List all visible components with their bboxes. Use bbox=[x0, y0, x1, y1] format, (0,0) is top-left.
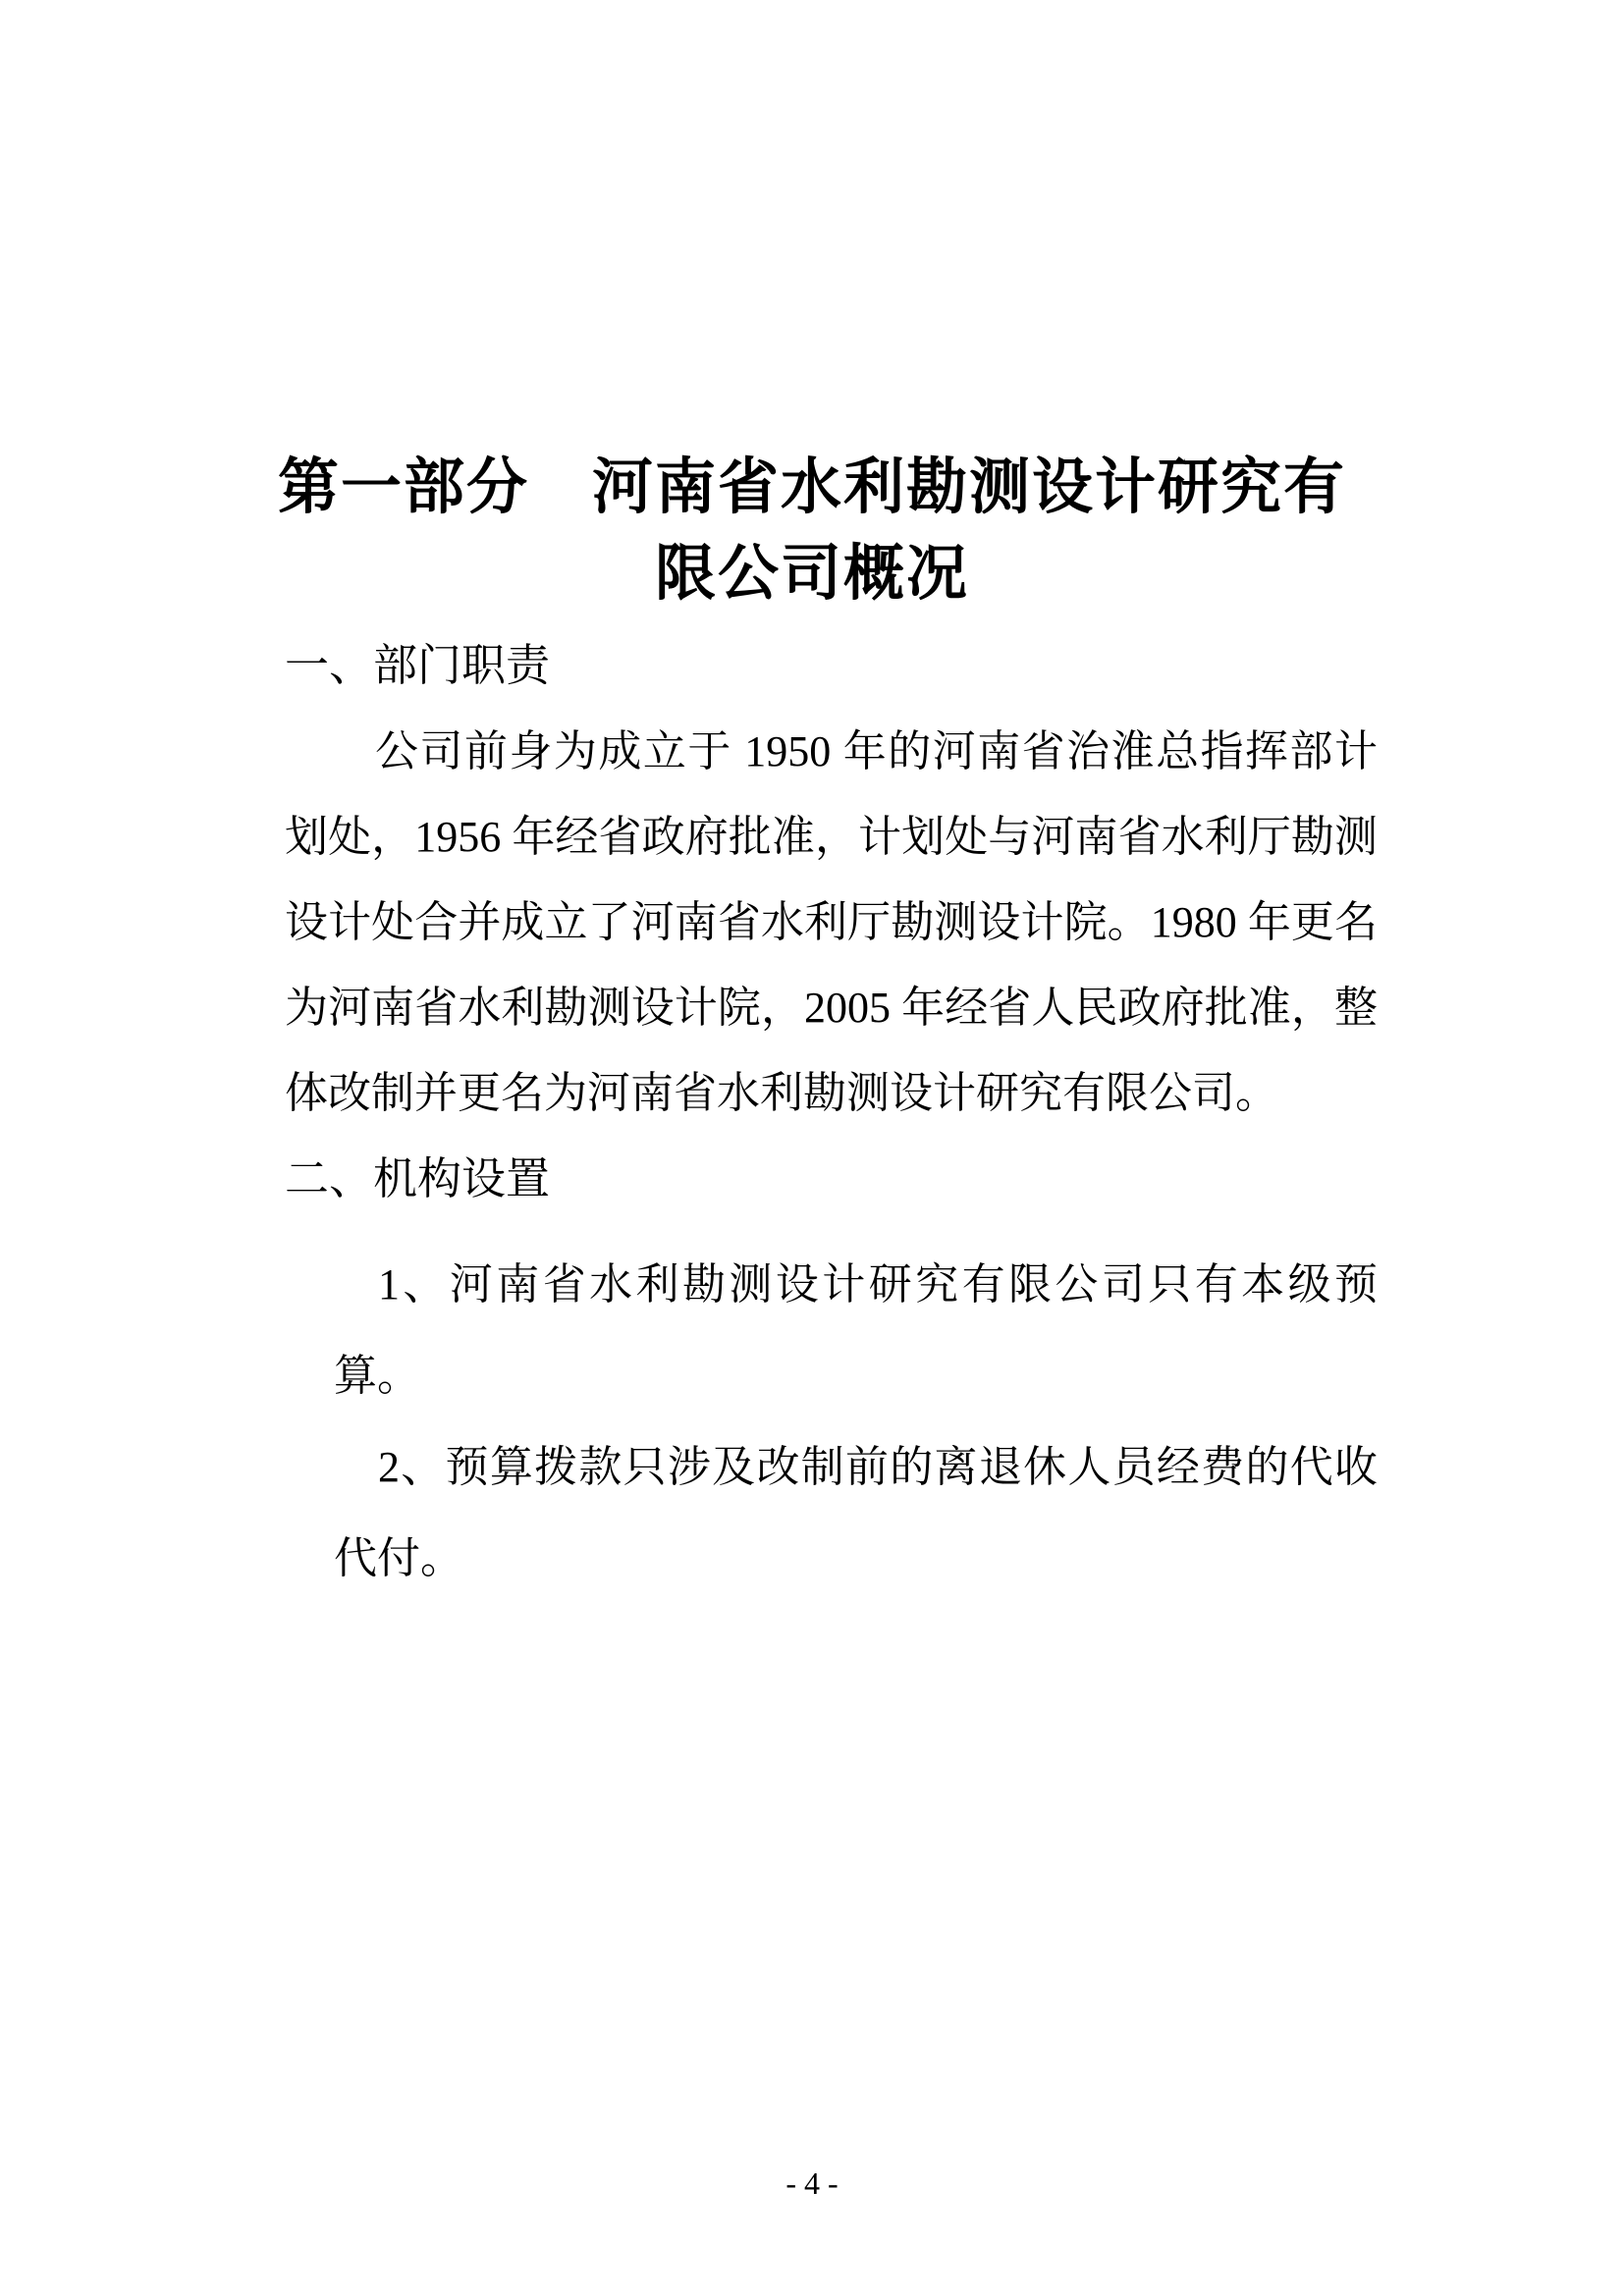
paragraph-line-3: 设计处合并成立了河南省水利厅勘测设计院。1980 年更名 bbox=[285, 898, 1378, 946]
list-item-1 bbox=[285, 1239, 1378, 1421]
document-body bbox=[285, 622, 1378, 1604]
document-title bbox=[0, 0, 1624, 616]
paragraph-line-4: 为河南省水利勘测设计院，2005 年经省人民政府批准，整 bbox=[285, 984, 1378, 1032]
list-item-2 bbox=[285, 1421, 1378, 1604]
document-title-line-1: 第一部分 河南省水利勘测设计研究有 bbox=[277, 451, 1346, 522]
section-1-paragraph bbox=[285, 709, 1378, 1136]
list-item-1-line-1: 1、河南省水利勘测设计研究有限公司只有本级预算。 bbox=[334, 1260, 1378, 1400]
paragraph-line-5: 体改制并更名为河南省水利勘测设计研究有限公司。 bbox=[285, 1069, 1278, 1117]
list-item-2-line-1: 2、预算拨款只涉及改制前的离退休人员经费的代收 bbox=[378, 1443, 1378, 1491]
page-number: - 4 - bbox=[785, 2165, 839, 2201]
list-item-2-line-2: 代付。 bbox=[334, 1534, 463, 1582]
document-title-line-2: 限公司概况 bbox=[654, 537, 969, 609]
paragraph-line-2: 划处，1956 年经省政府批准，计划处与河南省水利厅勘测 bbox=[285, 813, 1378, 861]
section-1-heading: 一、部门职责 bbox=[285, 641, 551, 690]
section-2-heading: 二、机构设置 bbox=[285, 1154, 551, 1203]
paragraph-line-1: 公司前身为成立于 1950 年的河南省治淮总指挥部计 bbox=[375, 727, 1378, 775]
